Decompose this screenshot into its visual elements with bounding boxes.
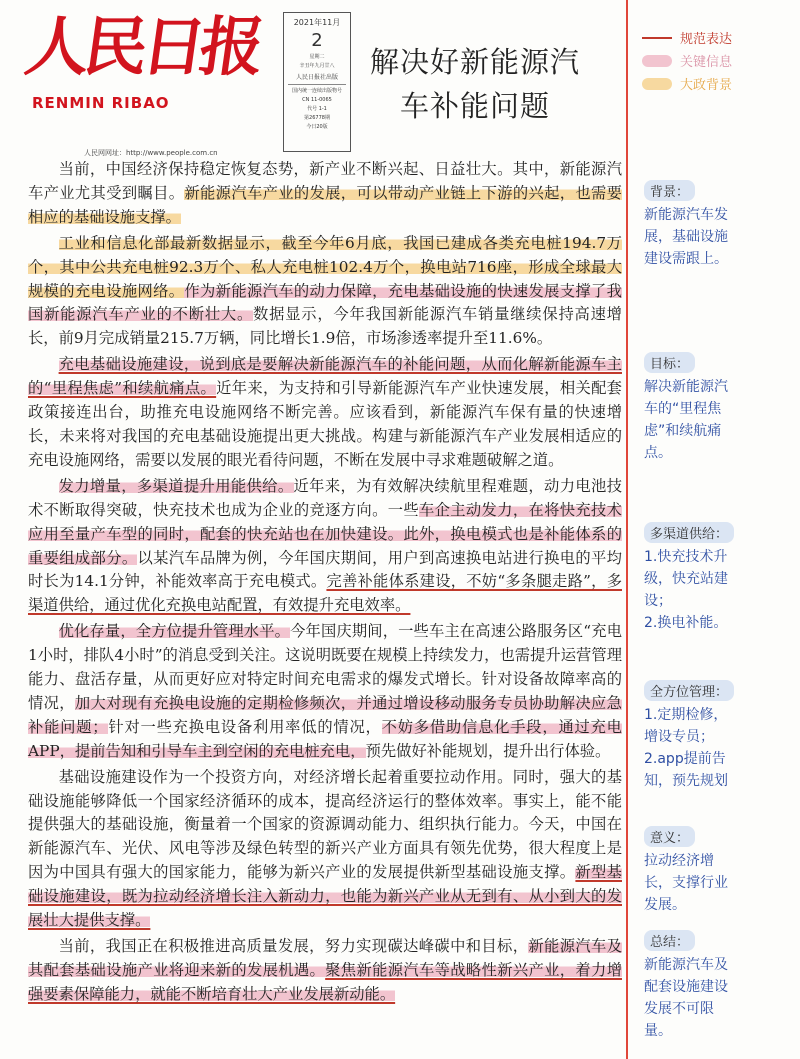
margin-divider bbox=[626, 0, 628, 1059]
note-goal bbox=[644, 352, 794, 464]
red-underline: 聚焦新能源汽车等战略性新兴产业，着力增强要素保障能力，就能不断培育壮大产业发展新动能。 bbox=[28, 960, 622, 1003]
note-line: 点。 bbox=[644, 445, 672, 461]
red-line-swatch bbox=[642, 37, 672, 39]
red-underline: 新型基础设施建设，既为拉动经济增长注入新动力，也能为新兴产业从无到有、从小到大的发展壮大提供支撑。 bbox=[28, 863, 622, 930]
pink-highlight: 加大对现有充换电设施的定期检修频次，并通过增设移动服务专员协助解决应急补能问题； bbox=[28, 693, 622, 736]
note-summary bbox=[644, 930, 794, 1042]
note-line: 新能源汽车及 bbox=[644, 957, 728, 973]
note-line: 1.定期检修， bbox=[644, 707, 728, 723]
text: 基础设施建设作为一个投资方向，对经济增长起着重要拉动作用。同时，强大的基础设施能够降低一个国家经济循环的成本，提高经济运行的整体效率。事实上，能不能提供强大的基础设施，衡量着一个国家的资源调动能力、组织执行能力。今天，中国在新能源汽车、光伏、风电等涉及绿色转型的新兴产业方面具有领先优势，很大程度上是因为中国具有强大的国家能力，能够为新兴产业的发展提供新型基础设施支撑。 bbox=[28, 767, 622, 882]
note-line: 2.换电补能。 bbox=[644, 615, 728, 631]
paragraph-1 bbox=[28, 158, 622, 230]
pink-highlight: 优化存量，全方位提升管理水平。 bbox=[58, 622, 291, 641]
note-line: 配套设施建设 bbox=[644, 979, 728, 995]
pink-highlight: 车企主动发力，在将快充技术应用至量产车型的同时，配套的快充站也在加快建设。此外，换电模式也是补能体系的重要组成部分。 bbox=[28, 500, 622, 567]
highlight-legend bbox=[642, 26, 732, 95]
note-line: 发展不可限 bbox=[644, 1001, 714, 1017]
note-management bbox=[644, 680, 794, 792]
text: 以某汽车品牌为例，今年国庆期间，用户到高速换电站进行换电的平均时长为14.1分钟，补能效率高于充电模式。 bbox=[28, 548, 622, 591]
article-body bbox=[28, 158, 622, 1009]
legend-label: 关键信息 bbox=[680, 55, 733, 70]
note-heading: 目标： bbox=[644, 352, 695, 373]
paragraph-6 bbox=[28, 766, 622, 933]
paragraph-2 bbox=[28, 232, 622, 352]
note-line: 级，快充站建 bbox=[644, 571, 728, 587]
headline-line: 解决好新能源汽 bbox=[369, 45, 580, 79]
legend-item-yellow bbox=[642, 72, 732, 95]
yellow-highlight: 截至今年6月底，我国已建成各类充电桩194.7万个，其中公共充电桩92.3万个、私人充电桩102.4万个，换电站716座，形成全球最大规模的充电设施网络。 bbox=[28, 233, 622, 300]
masthead bbox=[14, 8, 284, 158]
note-background bbox=[644, 180, 794, 270]
date-day: 2 bbox=[311, 30, 323, 51]
date-box bbox=[283, 12, 351, 152]
website-url: 人民网网址：http://www.people.com.cn bbox=[84, 149, 218, 157]
pink-highlight: 不妨多借助信息化手段，通过充电APP，提前告知和引导车主到空闲的充电桩充电， bbox=[28, 717, 622, 760]
text: 当前，我国正在积极推进高质量发展，努力实现碳达峰碳中和目标， bbox=[58, 937, 529, 955]
serial-cn: CN 11-0065 bbox=[302, 97, 332, 103]
note-line: 发展。 bbox=[644, 897, 686, 913]
pink-highlight: 作为新能源汽车的动力保障，充电基础设施的快速发展支撑了我国新能源汽车产业的不断壮大。 bbox=[28, 281, 622, 324]
note-heading: 背景： bbox=[644, 180, 695, 201]
note-heading: 多渠道供给： bbox=[644, 522, 734, 543]
paragraph-3 bbox=[28, 353, 622, 473]
text: 近年来，为支持和引导新能源汽车产业快速发展，相关配套政策接连出台，助推充电设施网络不断完善。应该看到，新能源汽车保有量的快速增长，未来将对我国的充电基础设施提出更大挑战。构建与新能源汽车产业发展相适应的充电设施网络，需要以发展的眼光看待问题，不断在发展中寻求难题破解之道。 bbox=[28, 379, 622, 469]
note-line: 量。 bbox=[644, 1023, 672, 1039]
text: 预先做好补能规划，提升出行体验。 bbox=[365, 741, 611, 760]
text: 数据显示，今年我国新能源汽车销量继续保持高速增长，前9月完成销量215.7万辆，同比增长1.9倍，市场渗透率提升至11.6%。 bbox=[28, 305, 622, 348]
note-line: 解决新能源汽 bbox=[644, 379, 728, 395]
page-count: 今日20版 bbox=[306, 124, 328, 130]
legend-label: 大政背景 bbox=[680, 78, 733, 93]
text: 当前，中国经济保持稳定恢复态势，新产业不断兴起、日益壮大。其中，新能源汽车产业尤其受到瞩目。 bbox=[28, 160, 622, 202]
note-line: 知，预先规划 bbox=[644, 773, 728, 789]
pink-highlight: 充电基础设施建设，说到底是要解决新能源汽车的补能问题，从而化解新能源车主的“里程焦虑”和续航痛点。 bbox=[28, 355, 622, 398]
note-line: 建设需跟上。 bbox=[644, 251, 728, 267]
date-weekday: 星期二 bbox=[309, 54, 325, 60]
yellow-highlight: 工业和信息化部最新数据显示， bbox=[58, 233, 282, 252]
note-multichannel bbox=[644, 522, 794, 634]
note-line: 新能源汽车发 bbox=[644, 207, 728, 223]
pink-highlight: 新能源汽车及其配套基础设施产业将迎来新的发展机遇。 bbox=[28, 937, 622, 979]
yellow-highlight: 新能源汽车产业的发展，可以带动产业链上下游的兴起，也需要相应的基础设施支撑。 bbox=[28, 183, 622, 226]
headline bbox=[360, 40, 590, 128]
note-line: 2.app提前告 bbox=[644, 751, 726, 767]
headline-line: 车补能问题 bbox=[399, 89, 550, 123]
note-heading: 总结： bbox=[644, 930, 695, 951]
note-significance bbox=[644, 826, 794, 916]
note-line: 1.快充技术升 bbox=[644, 549, 728, 565]
note-heading: 全方位管理： bbox=[644, 680, 734, 701]
text: 今年国庆期间，一些车主在高速公路服务区“充电1小时，排队4小时”的消息受到关注。这说明既要在规模上持续发力，也需提升运营管理能力、盘活存量，从而更好应对特定时间充电需求的爆发式增长。针对设备故障率高的情况， bbox=[28, 622, 622, 712]
date-year-month: 2021年11月 bbox=[293, 18, 341, 27]
paragraph-4 bbox=[28, 475, 622, 618]
note-line: 增设专员； bbox=[644, 729, 714, 745]
paragraph-7 bbox=[28, 935, 622, 1007]
serial-label: 国内统一连续出版物号 bbox=[291, 88, 342, 94]
pink-swatch bbox=[642, 55, 672, 67]
yellow-swatch bbox=[642, 78, 672, 90]
serial-code: 代号 1-1 bbox=[307, 106, 327, 112]
red-underline: 完善补能体系建设，不妨“多条腿走路”，多渠道供给，通过优化充换电站配置，有效提升充电效率。 bbox=[28, 572, 622, 615]
note-line: 虑”和续航痛 bbox=[644, 423, 722, 439]
newspaper-logo: 人民日报 bbox=[20, 10, 264, 85]
text: 针对一些充换电设备利用率低的情况， bbox=[107, 717, 382, 736]
date-lunar: 辛丑年九月廿八 bbox=[299, 63, 335, 69]
note-line: 车的“里程焦 bbox=[644, 401, 722, 417]
note-heading: 意义： bbox=[644, 826, 695, 847]
issue-number: 第26778期 bbox=[304, 115, 330, 121]
publisher: 人民日报社出版 bbox=[288, 72, 346, 85]
legend-item-red-line bbox=[642, 26, 732, 49]
legend-label: 规范表达 bbox=[680, 32, 733, 47]
text: 近年来，为有效解决续航里程难题，动力电池技术不断取得突破，快充技术也成为企业的竞逐方向。一些 bbox=[28, 476, 622, 519]
paragraph-5 bbox=[28, 620, 622, 763]
note-line: 长，支撑行业 bbox=[644, 875, 728, 891]
pink-highlight: 发力增量，多渠道提升用能供给。 bbox=[58, 476, 294, 495]
note-line: 拉动经济增 bbox=[644, 853, 714, 869]
note-line: 展，基础设施 bbox=[644, 229, 728, 245]
note-line: 设； bbox=[644, 593, 672, 609]
legend-item-pink bbox=[642, 49, 732, 72]
newspaper-pinyin: RENMIN RIBAO bbox=[32, 94, 170, 112]
